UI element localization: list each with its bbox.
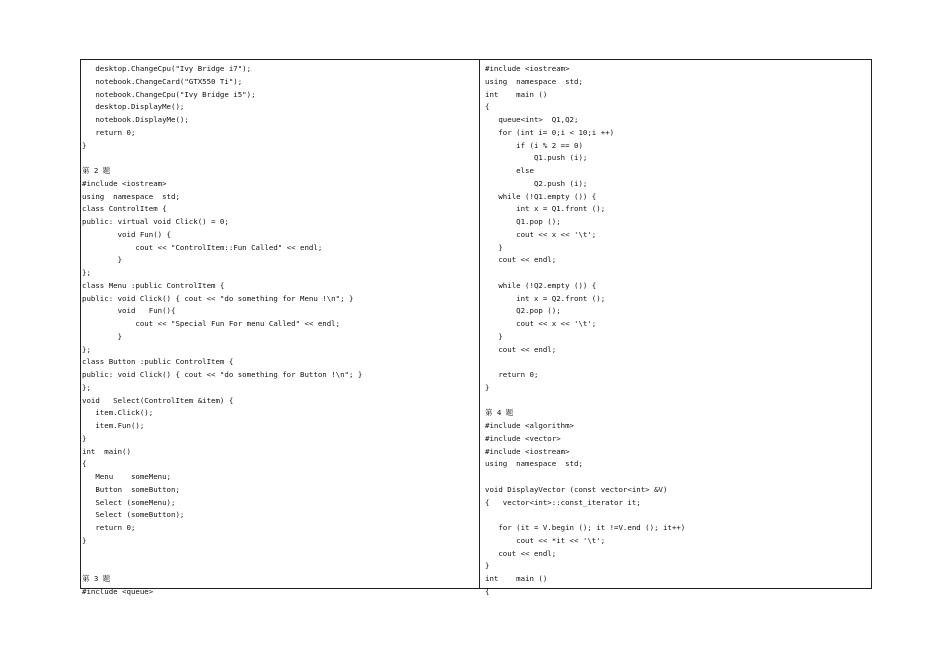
code-line: int main() (82, 446, 131, 456)
code-line: Q2.push (i); (485, 178, 588, 188)
code-line: } (485, 561, 490, 571)
code-line: 第 3 题 (82, 574, 111, 583)
code-line: }; (82, 344, 91, 354)
code-line: public: void Click() { cout << "do something for Button !\n"; } (82, 370, 363, 379)
code-line: #include <iostream> (485, 64, 570, 73)
code-line: cout << x << '\t'; (485, 319, 597, 328)
code-line: public: virtual void Click() = 0; (82, 217, 229, 226)
code-line (485, 509, 870, 522)
code-line: Button someButton; (82, 484, 180, 494)
code-line (485, 267, 870, 280)
code-line: cout << "Special Fun For menu Called" << endl; (82, 319, 341, 328)
code-line (82, 548, 477, 561)
left-code-column (82, 63, 477, 599)
code-line: Select (someMenu); (82, 497, 176, 507)
code-line: cout << endl; (485, 548, 557, 558)
code-line: while (!Q2.empty ()) { (485, 280, 597, 290)
code-line (82, 152, 477, 165)
code-line: }; (82, 382, 91, 392)
code-line: for (it = V.begin (); it !=V.end (); it++) (485, 523, 686, 532)
code-line: #include <iostream> (82, 178, 167, 188)
code-line (82, 560, 477, 573)
code-line: 第 4 题 (485, 408, 514, 418)
code-line: Select (someButton); (82, 510, 185, 520)
code-line: int x = Q1.front (); (485, 204, 606, 214)
code-line: } (82, 255, 123, 265)
code-line: } (82, 140, 87, 150)
code-line: } (485, 331, 503, 341)
code-line: return 0; (82, 127, 136, 137)
code-line: class Button :public ControlItem { (82, 357, 234, 367)
code-line (485, 356, 870, 369)
code-line: } (485, 242, 503, 252)
code-line: for (int i= 0;i < 10;i ++) (485, 127, 615, 137)
code-line: Q1.push (i); (485, 153, 588, 163)
code-line: Q2.pop (); (485, 306, 561, 316)
code-line: { (82, 459, 87, 469)
code-line: Menu someMenu; (82, 472, 171, 481)
code-line: #include <vector> (485, 433, 561, 443)
code-line: #include <iostream> (485, 446, 570, 456)
code-line: class ControlItem { (82, 204, 167, 214)
code-line (485, 471, 870, 484)
code-line: while (!Q1.empty ()) { (485, 191, 597, 201)
code-line: using namespace std; (82, 191, 180, 201)
code-line: 第 2 题 (82, 166, 111, 175)
code-line: return 0; (82, 523, 136, 532)
code-line: #include <queue> (82, 586, 154, 596)
code-line: int x = Q2.front (); (485, 293, 606, 303)
code-line: } (82, 331, 123, 341)
code-line: Q1.pop (); (485, 217, 561, 226)
code-line: cout << x << '\t'; (485, 229, 597, 239)
code-line: item.Click(); (82, 408, 154, 418)
code-line: void DisplayVector (const vector<int> &V) (485, 484, 668, 494)
code-line: { (485, 102, 490, 112)
code-line: desktop.DisplayMe(); (82, 102, 185, 112)
code-line: notebook.ChangeCard("GTX550 Ti"); (82, 76, 243, 86)
code-line: int main () (485, 89, 548, 99)
code-line: public: void Click() { cout << "do something for Menu !\n"; } (82, 293, 354, 303)
code-line: using namespace std; (485, 76, 583, 86)
code-line: else (485, 166, 534, 175)
code-line: void Select(ControlItem &item) { (82, 395, 234, 405)
code-line: }; (82, 268, 91, 277)
code-line: cout << endl; (485, 344, 557, 354)
code-line: desktop.ChangeCpu("Ivy Bridge i7"); (82, 64, 252, 73)
code-line: using namespace std; (485, 459, 583, 469)
code-line: cout << endl; (485, 255, 557, 265)
code-line: } (82, 433, 87, 443)
code-line: notebook.ChangeCpu("Ivy Bridge i5"); (82, 89, 256, 99)
code-line: cout << *it << '\t'; (485, 535, 606, 545)
code-line (485, 395, 870, 408)
code-line: { (485, 586, 490, 596)
code-line: } (82, 535, 87, 545)
code-line: } (485, 382, 490, 392)
code-line: void Fun() { (82, 229, 171, 239)
column-divider (479, 60, 480, 588)
code-line: int main () (485, 574, 548, 583)
code-line: notebook.DisplayMe(); (82, 115, 189, 124)
code-line: if (i % 2 == 0) (485, 140, 583, 150)
code-line: { vector<int>::const_iterator it; (485, 497, 641, 507)
code-line: item.Fun(); (82, 421, 145, 430)
code-line: class Menu :public ControlItem { (82, 280, 225, 290)
right-code-column (485, 63, 870, 599)
code-line: void Fun(){ (82, 306, 176, 316)
code-line: #include <algorithm> (485, 421, 574, 430)
code-line: return 0; (485, 370, 539, 379)
code-line: cout << "ControlItem::Fun Called" << endl; (82, 242, 323, 252)
code-line: queue<int> Q1,Q2; (485, 115, 579, 124)
document-page (80, 59, 872, 596)
